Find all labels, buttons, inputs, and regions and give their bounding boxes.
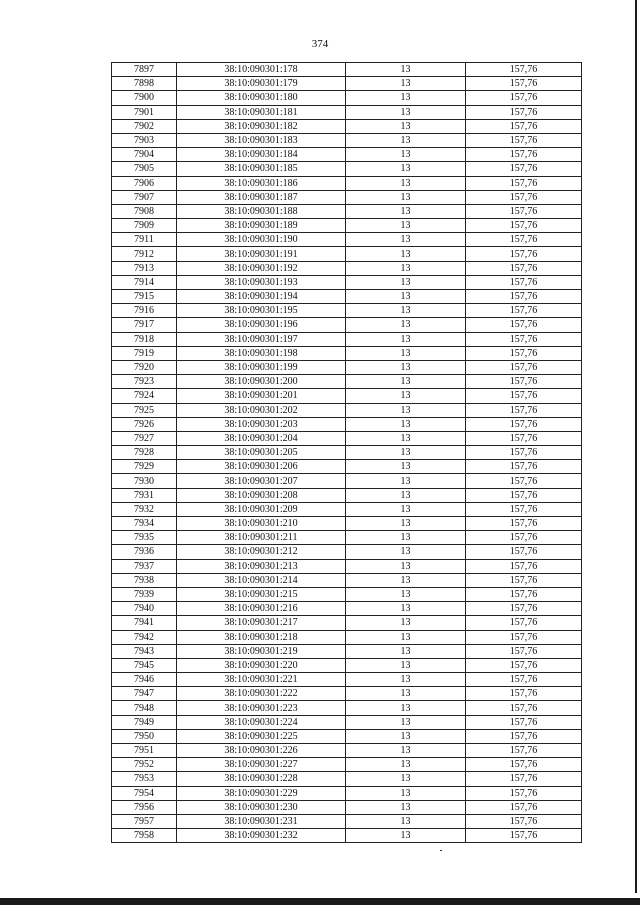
row-number-cell: 7918 [112, 332, 177, 346]
amount-cell: 157,76 [466, 729, 582, 743]
table-row [112, 431, 582, 445]
cadastral-number-cell: 38:10:090301:214 [177, 573, 346, 587]
amount-cell: 157,76 [466, 701, 582, 715]
table-row [112, 587, 582, 601]
quantity-cell: 13 [346, 261, 466, 275]
table-row [112, 403, 582, 417]
quantity-cell: 13 [346, 460, 466, 474]
amount-cell: 157,76 [466, 460, 582, 474]
table-row [112, 658, 582, 672]
amount-cell: 157,76 [466, 587, 582, 601]
quantity-cell: 13 [346, 658, 466, 672]
cadastral-number-cell: 38:10:090301:219 [177, 644, 346, 658]
cadastral-number-cell: 38:10:090301:187 [177, 190, 346, 204]
row-number-cell: 7923 [112, 375, 177, 389]
cadastral-number-cell: 38:10:090301:215 [177, 587, 346, 601]
quantity-cell: 13 [346, 247, 466, 261]
cadastral-number-cell: 38:10:090301:193 [177, 275, 346, 289]
table-row [112, 233, 582, 247]
amount-cell: 157,76 [466, 190, 582, 204]
table-row [112, 360, 582, 374]
row-number-cell: 7958 [112, 829, 177, 843]
quantity-cell: 13 [346, 573, 466, 587]
cadastral-number-cell: 38:10:090301:224 [177, 715, 346, 729]
row-number-cell: 7946 [112, 673, 177, 687]
scan-speck [440, 850, 442, 851]
row-number-cell: 7909 [112, 219, 177, 233]
quantity-cell: 13 [346, 786, 466, 800]
quantity-cell: 13 [346, 744, 466, 758]
cadastral-number-cell: 38:10:090301:220 [177, 658, 346, 672]
quantity-cell: 13 [346, 204, 466, 218]
table-row [112, 715, 582, 729]
quantity-cell: 13 [346, 219, 466, 233]
quantity-cell: 13 [346, 673, 466, 687]
amount-cell: 157,76 [466, 318, 582, 332]
row-number-cell: 7911 [112, 233, 177, 247]
table-row [112, 91, 582, 105]
quantity-cell: 13 [346, 446, 466, 460]
table-row [112, 545, 582, 559]
row-number-cell: 7950 [112, 729, 177, 743]
row-number-cell: 7919 [112, 346, 177, 360]
cadastral-number-cell: 38:10:090301:228 [177, 772, 346, 786]
cadastral-number-cell: 38:10:090301:210 [177, 517, 346, 531]
table-row [112, 133, 582, 147]
amount-cell: 157,76 [466, 545, 582, 559]
table-row [112, 531, 582, 545]
cadastral-number-cell: 38:10:090301:204 [177, 431, 346, 445]
cadastral-number-cell: 38:10:090301:188 [177, 204, 346, 218]
table-row [112, 460, 582, 474]
row-number-cell: 7915 [112, 290, 177, 304]
cadastral-number-cell: 38:10:090301:180 [177, 91, 346, 105]
cadastral-number-cell: 38:10:090301:213 [177, 559, 346, 573]
table-row [112, 559, 582, 573]
quantity-cell: 13 [346, 701, 466, 715]
quantity-cell: 13 [346, 502, 466, 516]
quantity-cell: 13 [346, 616, 466, 630]
quantity-cell: 13 [346, 133, 466, 147]
amount-cell: 157,76 [466, 176, 582, 190]
amount-cell: 157,76 [466, 573, 582, 587]
cadastral-number-cell: 38:10:090301:212 [177, 545, 346, 559]
cadastral-number-cell: 38:10:090301:222 [177, 687, 346, 701]
row-number-cell: 7938 [112, 573, 177, 587]
amount-cell: 157,76 [466, 403, 582, 417]
row-number-cell: 7928 [112, 446, 177, 460]
table-row [112, 729, 582, 743]
amount-cell: 157,76 [466, 247, 582, 261]
table-row [112, 573, 582, 587]
amount-cell: 157,76 [466, 616, 582, 630]
amount-cell: 157,76 [466, 162, 582, 176]
amount-cell: 157,76 [466, 431, 582, 445]
table-row [112, 517, 582, 531]
parcel-table-body [112, 63, 582, 843]
cadastral-number-cell: 38:10:090301:198 [177, 346, 346, 360]
table-row [112, 389, 582, 403]
quantity-cell: 13 [346, 105, 466, 119]
row-number-cell: 7929 [112, 460, 177, 474]
amount-cell: 157,76 [466, 446, 582, 460]
table-row [112, 814, 582, 828]
table-row [112, 772, 582, 786]
table-row [112, 829, 582, 843]
cadastral-number-cell: 38:10:090301:232 [177, 829, 346, 843]
amount-cell: 157,76 [466, 417, 582, 431]
row-number-cell: 7947 [112, 687, 177, 701]
row-number-cell: 7924 [112, 389, 177, 403]
amount-cell: 157,76 [466, 360, 582, 374]
cadastral-number-cell: 38:10:090301:226 [177, 744, 346, 758]
table-row [112, 744, 582, 758]
quantity-cell: 13 [346, 545, 466, 559]
quantity-cell: 13 [346, 431, 466, 445]
row-number-cell: 7897 [112, 63, 177, 77]
row-number-cell: 7932 [112, 502, 177, 516]
amount-cell: 157,76 [466, 233, 582, 247]
cadastral-number-cell: 38:10:090301:183 [177, 133, 346, 147]
amount-cell: 157,76 [466, 389, 582, 403]
table-row [112, 332, 582, 346]
amount-cell: 157,76 [466, 63, 582, 77]
amount-cell: 157,76 [466, 105, 582, 119]
cadastral-number-cell: 38:10:090301:205 [177, 446, 346, 460]
row-number-cell: 7902 [112, 119, 177, 133]
amount-cell: 157,76 [466, 800, 582, 814]
cadastral-number-cell: 38:10:090301:203 [177, 417, 346, 431]
cadastral-number-cell: 38:10:090301:208 [177, 488, 346, 502]
cadastral-number-cell: 38:10:090301:227 [177, 758, 346, 772]
quantity-cell: 13 [346, 687, 466, 701]
row-number-cell: 7943 [112, 644, 177, 658]
row-number-cell: 7908 [112, 204, 177, 218]
row-number-cell: 7940 [112, 602, 177, 616]
cadastral-number-cell: 38:10:090301:196 [177, 318, 346, 332]
amount-cell: 157,76 [466, 602, 582, 616]
row-number-cell: 7906 [112, 176, 177, 190]
amount-cell: 157,76 [466, 91, 582, 105]
amount-cell: 157,76 [466, 275, 582, 289]
table-row [112, 758, 582, 772]
quantity-cell: 13 [346, 729, 466, 743]
row-number-cell: 7935 [112, 531, 177, 545]
table-row [112, 474, 582, 488]
quantity-cell: 13 [346, 644, 466, 658]
row-number-cell: 7936 [112, 545, 177, 559]
table-row [112, 488, 582, 502]
table-row [112, 800, 582, 814]
table-row [112, 204, 582, 218]
table-row [112, 247, 582, 261]
row-number-cell: 7904 [112, 148, 177, 162]
row-number-cell: 7920 [112, 360, 177, 374]
quantity-cell: 13 [346, 772, 466, 786]
cadastral-number-cell: 38:10:090301:185 [177, 162, 346, 176]
amount-cell: 157,76 [466, 133, 582, 147]
amount-cell: 157,76 [466, 630, 582, 644]
amount-cell: 157,76 [466, 517, 582, 531]
cadastral-number-cell: 38:10:090301:181 [177, 105, 346, 119]
table-row [112, 701, 582, 715]
cadastral-number-cell: 38:10:090301:206 [177, 460, 346, 474]
quantity-cell: 13 [346, 559, 466, 573]
amount-cell: 157,76 [466, 829, 582, 843]
quantity-cell: 13 [346, 233, 466, 247]
quantity-cell: 13 [346, 360, 466, 374]
table-row [112, 105, 582, 119]
row-number-cell: 7905 [112, 162, 177, 176]
table-row [112, 162, 582, 176]
table-row [112, 63, 582, 77]
row-number-cell: 7927 [112, 431, 177, 445]
table-row [112, 417, 582, 431]
cadastral-number-cell: 38:10:090301:186 [177, 176, 346, 190]
table-row [112, 630, 582, 644]
cadastral-number-cell: 38:10:090301:195 [177, 304, 346, 318]
quantity-cell: 13 [346, 531, 466, 545]
amount-cell: 157,76 [466, 772, 582, 786]
table-row [112, 275, 582, 289]
table-row [112, 148, 582, 162]
cadastral-number-cell: 38:10:090301:190 [177, 233, 346, 247]
amount-cell: 157,76 [466, 687, 582, 701]
cadastral-number-cell: 38:10:090301:209 [177, 502, 346, 516]
row-number-cell: 7931 [112, 488, 177, 502]
quantity-cell: 13 [346, 190, 466, 204]
amount-cell: 157,76 [466, 744, 582, 758]
row-number-cell: 7900 [112, 91, 177, 105]
quantity-cell: 13 [346, 318, 466, 332]
table-row [112, 346, 582, 360]
amount-cell: 157,76 [466, 559, 582, 573]
row-number-cell: 7925 [112, 403, 177, 417]
row-number-cell: 7914 [112, 275, 177, 289]
cadastral-number-cell: 38:10:090301:199 [177, 360, 346, 374]
amount-cell: 157,76 [466, 77, 582, 91]
quantity-cell: 13 [346, 162, 466, 176]
page-number: 374 [311, 38, 329, 50]
cadastral-number-cell: 38:10:090301:229 [177, 786, 346, 800]
row-number-cell: 7934 [112, 517, 177, 531]
cadastral-number-cell: 38:10:090301:225 [177, 729, 346, 743]
row-number-cell: 7937 [112, 559, 177, 573]
amount-cell: 157,76 [466, 375, 582, 389]
amount-cell: 157,76 [466, 531, 582, 545]
table-row [112, 786, 582, 800]
quantity-cell: 13 [346, 63, 466, 77]
amount-cell: 157,76 [466, 261, 582, 275]
cadastral-number-cell: 38:10:090301:217 [177, 616, 346, 630]
table-row [112, 616, 582, 630]
table-row [112, 502, 582, 516]
quantity-cell: 13 [346, 148, 466, 162]
amount-cell: 157,76 [466, 290, 582, 304]
row-number-cell: 7903 [112, 133, 177, 147]
quantity-cell: 13 [346, 346, 466, 360]
table-row [112, 176, 582, 190]
table-row [112, 219, 582, 233]
amount-cell: 157,76 [466, 644, 582, 658]
row-number-cell: 7942 [112, 630, 177, 644]
row-number-cell: 7917 [112, 318, 177, 332]
cadastral-number-cell: 38:10:090301:230 [177, 800, 346, 814]
scan-edge-bottom [0, 898, 640, 905]
row-number-cell: 7916 [112, 304, 177, 318]
table-row [112, 318, 582, 332]
cadastral-number-cell: 38:10:090301:178 [177, 63, 346, 77]
amount-cell: 157,76 [466, 204, 582, 218]
row-number-cell: 7957 [112, 814, 177, 828]
cadastral-number-cell: 38:10:090301:221 [177, 673, 346, 687]
row-number-cell: 7939 [112, 587, 177, 601]
row-number-cell: 7912 [112, 247, 177, 261]
cadastral-number-cell: 38:10:090301:218 [177, 630, 346, 644]
row-number-cell: 7954 [112, 786, 177, 800]
quantity-cell: 13 [346, 630, 466, 644]
row-number-cell: 7951 [112, 744, 177, 758]
table-row [112, 261, 582, 275]
table-row [112, 375, 582, 389]
row-number-cell: 7945 [112, 658, 177, 672]
quantity-cell: 13 [346, 389, 466, 403]
amount-cell: 157,76 [466, 502, 582, 516]
amount-cell: 157,76 [466, 673, 582, 687]
quantity-cell: 13 [346, 474, 466, 488]
table-row [112, 644, 582, 658]
quantity-cell: 13 [346, 602, 466, 616]
table-row [112, 290, 582, 304]
row-number-cell: 7952 [112, 758, 177, 772]
row-number-cell: 7901 [112, 105, 177, 119]
quantity-cell: 13 [346, 290, 466, 304]
quantity-cell: 13 [346, 275, 466, 289]
quantity-cell: 13 [346, 517, 466, 531]
cadastral-number-cell: 38:10:090301:216 [177, 602, 346, 616]
cadastral-number-cell: 38:10:090301:223 [177, 701, 346, 715]
amount-cell: 157,76 [466, 332, 582, 346]
quantity-cell: 13 [346, 332, 466, 346]
amount-cell: 157,76 [466, 488, 582, 502]
cadastral-number-cell: 38:10:090301:179 [177, 77, 346, 91]
cadastral-number-cell: 38:10:090301:194 [177, 290, 346, 304]
quantity-cell: 13 [346, 800, 466, 814]
row-number-cell: 7913 [112, 261, 177, 275]
cadastral-number-cell: 38:10:090301:200 [177, 375, 346, 389]
amount-cell: 157,76 [466, 758, 582, 772]
amount-cell: 157,76 [466, 304, 582, 318]
amount-cell: 157,76 [466, 346, 582, 360]
quantity-cell: 13 [346, 587, 466, 601]
amount-cell: 157,76 [466, 119, 582, 133]
amount-cell: 157,76 [466, 148, 582, 162]
parcel-table [111, 62, 582, 843]
table-row [112, 119, 582, 133]
quantity-cell: 13 [346, 417, 466, 431]
quantity-cell: 13 [346, 304, 466, 318]
table-row [112, 77, 582, 91]
amount-cell: 157,76 [466, 658, 582, 672]
row-number-cell: 7948 [112, 701, 177, 715]
scan-edge-right [635, 0, 637, 893]
quantity-cell: 13 [346, 77, 466, 91]
quantity-cell: 13 [346, 829, 466, 843]
table-row [112, 673, 582, 687]
cadastral-number-cell: 38:10:090301:231 [177, 814, 346, 828]
quantity-cell: 13 [346, 119, 466, 133]
row-number-cell: 7956 [112, 800, 177, 814]
quantity-cell: 13 [346, 176, 466, 190]
cadastral-number-cell: 38:10:090301:197 [177, 332, 346, 346]
amount-cell: 157,76 [466, 786, 582, 800]
cadastral-number-cell: 38:10:090301:192 [177, 261, 346, 275]
cadastral-number-cell: 38:10:090301:182 [177, 119, 346, 133]
amount-cell: 157,76 [466, 814, 582, 828]
table-row [112, 446, 582, 460]
table-row [112, 687, 582, 701]
quantity-cell: 13 [346, 758, 466, 772]
cadastral-number-cell: 38:10:090301:191 [177, 247, 346, 261]
quantity-cell: 13 [346, 814, 466, 828]
quantity-cell: 13 [346, 488, 466, 502]
quantity-cell: 13 [346, 715, 466, 729]
row-number-cell: 7941 [112, 616, 177, 630]
quantity-cell: 13 [346, 91, 466, 105]
row-number-cell: 7898 [112, 77, 177, 91]
cadastral-number-cell: 38:10:090301:207 [177, 474, 346, 488]
row-number-cell: 7953 [112, 772, 177, 786]
row-number-cell: 7907 [112, 190, 177, 204]
amount-cell: 157,76 [466, 219, 582, 233]
quantity-cell: 13 [346, 375, 466, 389]
cadastral-number-cell: 38:10:090301:184 [177, 148, 346, 162]
cadastral-number-cell: 38:10:090301:211 [177, 531, 346, 545]
cadastral-number-cell: 38:10:090301:201 [177, 389, 346, 403]
amount-cell: 157,76 [466, 715, 582, 729]
amount-cell: 157,76 [466, 474, 582, 488]
table-row [112, 602, 582, 616]
row-number-cell: 7949 [112, 715, 177, 729]
row-number-cell: 7930 [112, 474, 177, 488]
cadastral-number-cell: 38:10:090301:189 [177, 219, 346, 233]
cadastral-number-cell: 38:10:090301:202 [177, 403, 346, 417]
quantity-cell: 13 [346, 403, 466, 417]
table-row [112, 304, 582, 318]
table-row [112, 190, 582, 204]
row-number-cell: 7926 [112, 417, 177, 431]
